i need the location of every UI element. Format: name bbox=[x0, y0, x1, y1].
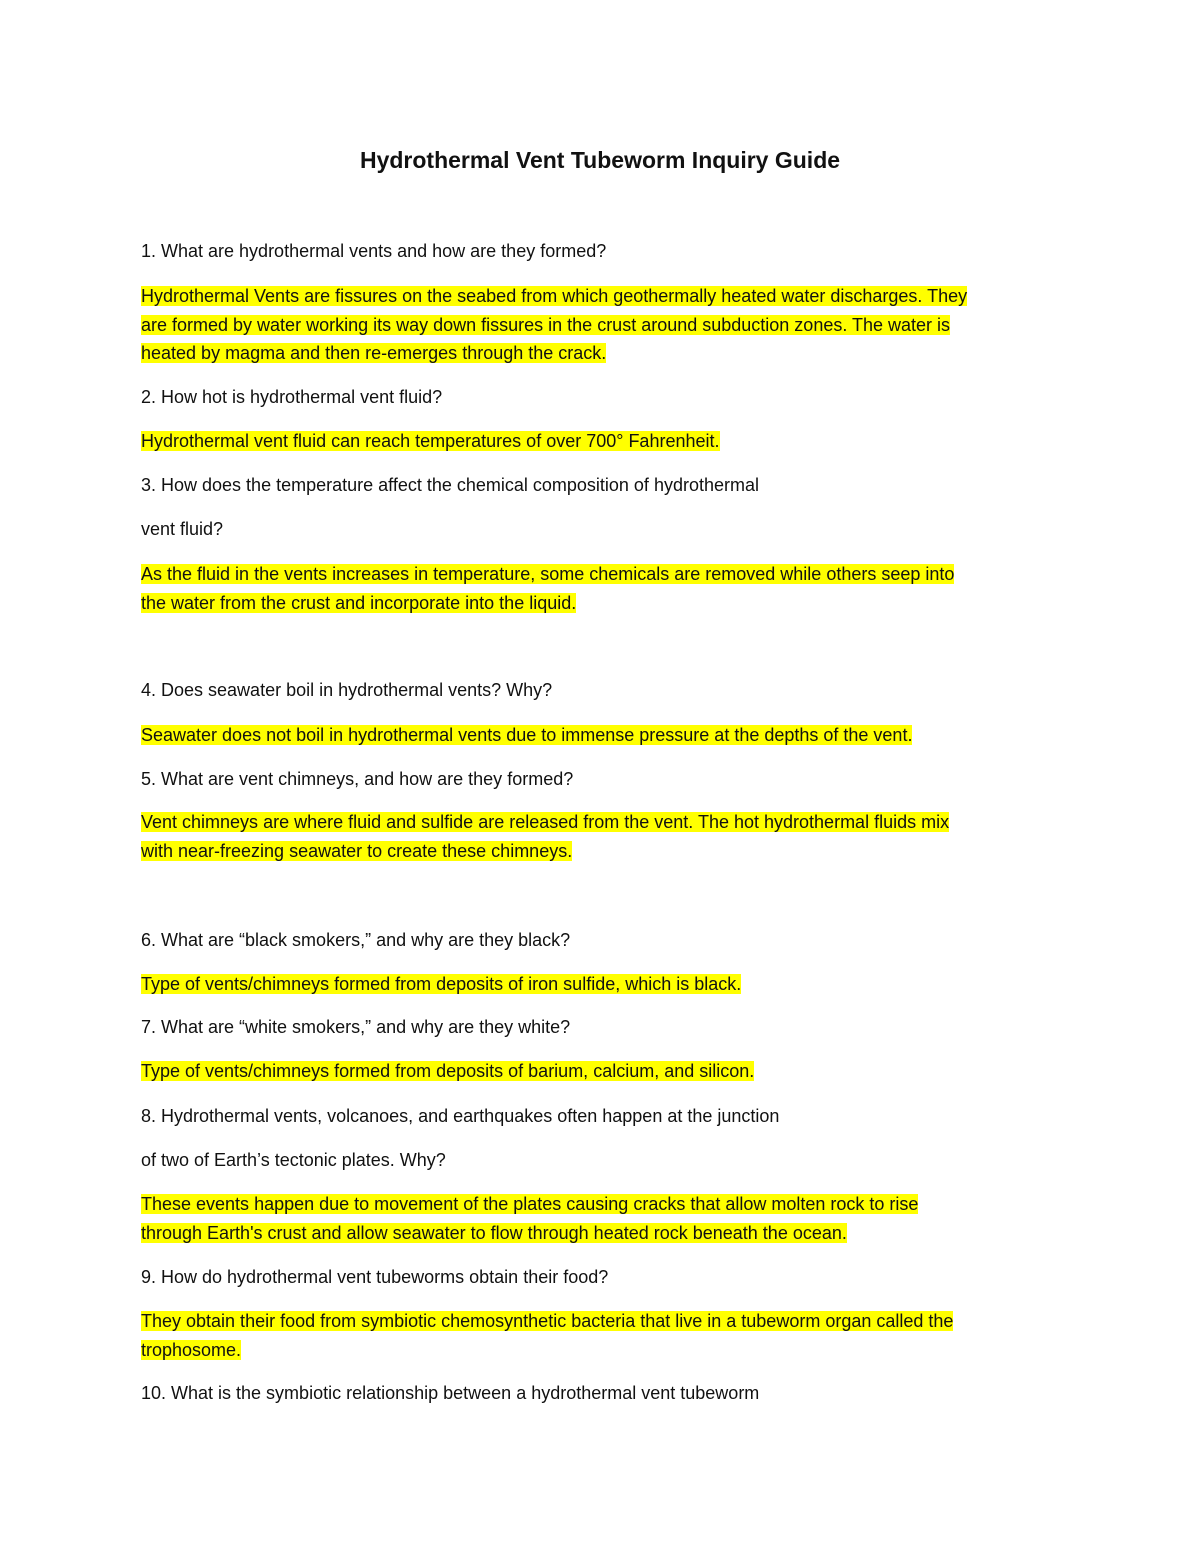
question-7-line-1: 7. What are “white smokers,” and why are they white? bbox=[141, 1017, 571, 1037]
question-4 bbox=[141, 676, 1061, 705]
answer-4 bbox=[141, 721, 1061, 750]
question-7 bbox=[141, 1013, 1061, 1042]
question-8-line-2: of two of Earth’s tectonic plates. Why? bbox=[141, 1150, 446, 1170]
question-10-line-1: 10. What is the symbiotic relationship between a hydrothermal vent tubeworm bbox=[141, 1383, 760, 1403]
answer-9-line-1: They obtain their food from symbiotic chemosynthetic bacteria that live in a tubeworm organ called the bbox=[141, 1311, 954, 1331]
answer-3-line-1: As the fluid in the vents increases in temperature, some chemicals are removed while others seep into bbox=[141, 564, 955, 584]
question-8-continued bbox=[141, 1146, 1061, 1175]
question-3-continued bbox=[141, 515, 1061, 544]
question-3 bbox=[141, 471, 1061, 500]
question-5 bbox=[141, 765, 1061, 794]
answer-8 bbox=[141, 1190, 1061, 1247]
answer-6-line-1: Type of vents/chimneys formed from deposits of iron sulfide, which is black. bbox=[141, 974, 742, 994]
question-3-line-2: vent fluid? bbox=[141, 519, 224, 539]
question-6 bbox=[141, 926, 1061, 955]
question-8 bbox=[141, 1102, 1061, 1131]
answer-8-line-2: through Earth's crust and allow seawater to flow through heated rock beneath the ocean. bbox=[141, 1222, 847, 1243]
answer-2 bbox=[141, 427, 1061, 456]
answer-1-line-2: are formed by water working its way down fissures in the crust around subduction zones. The water is bbox=[141, 314, 951, 335]
document-title: Hydrothermal Vent Tubeworm Inquiry Guide bbox=[359, 147, 841, 173]
answer-9 bbox=[141, 1307, 1061, 1364]
question-9 bbox=[141, 1263, 1061, 1292]
answer-5 bbox=[141, 808, 1061, 865]
answer-1-line-3: heated by magma and then re-emerges through the crack. bbox=[141, 343, 607, 363]
question-8-line-1: 8. Hydrothermal vents, volcanoes, and earthquakes often happen at the junction bbox=[141, 1106, 780, 1126]
answer-5-line-2: with near-freezing seawater to create these chimneys. bbox=[141, 840, 573, 861]
answer-4-line-1: Seawater does not boil in hydrothermal vents due to immense pressure at the depths of the vent. bbox=[141, 725, 913, 745]
question-1-line-1: 1. What are hydrothermal vents and how are they formed? bbox=[141, 241, 607, 261]
answer-2-line-1: Hydrothermal vent fluid can reach temperatures of over 700° Fahrenheit. bbox=[141, 431, 720, 451]
question-2-line-1: 2. How hot is hydrothermal vent fluid? bbox=[141, 387, 443, 407]
question-3-line-1: 3. How does the temperature affect the chemical composition of hydrothermal bbox=[141, 475, 759, 495]
answer-1 bbox=[141, 282, 1061, 368]
answer-7-line-1: Type of vents/chimneys formed from deposits of barium, calcium, and silicon. bbox=[141, 1061, 755, 1081]
question-6-line-1: 6. What are “black smokers,” and why are they black? bbox=[141, 930, 571, 950]
answer-3-line-2: the water from the crust and incorporate into the liquid. bbox=[141, 592, 577, 613]
answer-1-line-1: Hydrothermal Vents are fissures on the seabed from which geothermally heated water discharges. They bbox=[141, 286, 968, 306]
answer-7 bbox=[141, 1057, 1061, 1086]
question-9-line-1: 9. How do hydrothermal vent tubeworms obtain their food? bbox=[141, 1267, 609, 1287]
question-1 bbox=[141, 237, 1061, 266]
question-5-line-1: 5. What are vent chimneys, and how are they formed? bbox=[141, 769, 574, 789]
answer-5-line-1: Vent chimneys are where fluid and sulfide are released from the vent. The hot hydrothermal fluids mix bbox=[141, 812, 950, 832]
question-10 bbox=[141, 1379, 1061, 1408]
answer-3 bbox=[141, 560, 1061, 617]
answer-9-line-2: trophosome. bbox=[141, 1339, 242, 1360]
question-4-line-1: 4. Does seawater boil in hydrothermal vents? Why? bbox=[141, 680, 553, 700]
answer-6 bbox=[141, 970, 1061, 999]
answer-8-line-1: These events happen due to movement of the plates causing cracks that allow molten rock to rise bbox=[141, 1194, 919, 1214]
question-2 bbox=[141, 383, 1061, 412]
